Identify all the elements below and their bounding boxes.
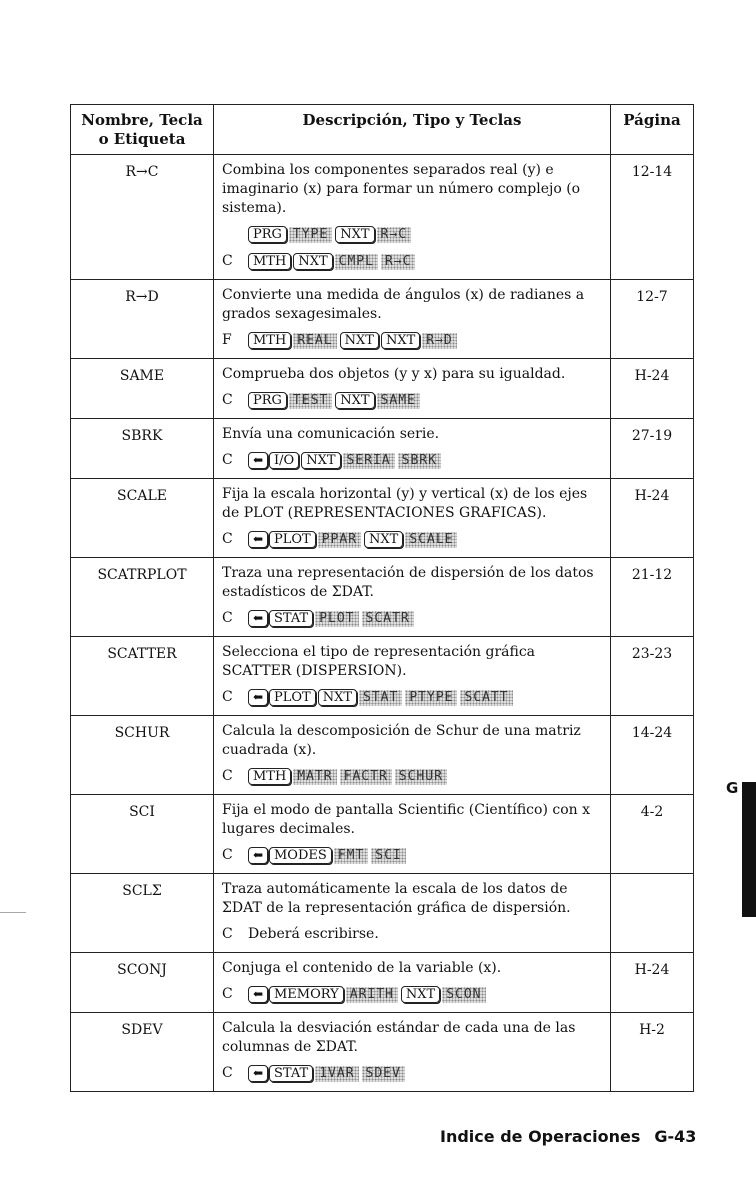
footer-page-number: G-43 bbox=[654, 1127, 697, 1146]
calculator-key: STAT bbox=[269, 610, 313, 627]
left-shift-key-icon: ⬅ bbox=[248, 531, 268, 548]
operation-type: C bbox=[222, 926, 233, 942]
operation-description-cell bbox=[214, 1013, 611, 1092]
operation-description: Calcula la desviación estándar de cada una de las columnas de ΣDAT. bbox=[222, 1020, 576, 1055]
table-row bbox=[71, 637, 694, 716]
calculator-key: STAT bbox=[269, 1065, 313, 1082]
operation-name: SCONJ bbox=[71, 953, 214, 1013]
table-header-row bbox=[71, 105, 694, 155]
menu-softkey: REAL bbox=[293, 333, 336, 349]
keystroke-line bbox=[222, 607, 602, 629]
table-row bbox=[71, 716, 694, 795]
page-reference: H-24 bbox=[611, 359, 694, 419]
calculator-key: MTH bbox=[248, 768, 291, 785]
page-reference: 23-23 bbox=[611, 637, 694, 716]
operation-description-cell bbox=[214, 558, 611, 637]
section-tab-letter: G bbox=[726, 779, 739, 797]
operation-name: SCATRPLOT bbox=[71, 558, 214, 637]
left-shift-key-icon: ⬅ bbox=[248, 610, 268, 627]
page-reference: 4-2 bbox=[611, 795, 694, 874]
operation-name: R→C bbox=[71, 155, 214, 280]
menu-softkey: R→D bbox=[422, 333, 456, 349]
operation-description: Envía una comunicación serie. bbox=[222, 426, 440, 442]
calculator-key: NXT bbox=[401, 986, 440, 1003]
page-footer bbox=[440, 1127, 696, 1146]
operation-description-cell bbox=[214, 953, 611, 1013]
operation-type: C bbox=[222, 531, 233, 547]
calculator-key: MODES bbox=[269, 847, 332, 864]
operation-type: C bbox=[222, 610, 233, 626]
table-row bbox=[71, 1013, 694, 1092]
calculator-key: PRG bbox=[248, 392, 287, 409]
header-description: Descripción, Tipo y Teclas bbox=[214, 105, 611, 155]
operation-description: Conjuga el contenido de la variable (x). bbox=[222, 960, 502, 976]
operations-table bbox=[70, 104, 694, 1092]
operation-name: SAME bbox=[71, 359, 214, 419]
calculator-key: NXT bbox=[364, 531, 403, 548]
operation-description-cell bbox=[214, 795, 611, 874]
menu-softkey: SBRK bbox=[398, 453, 441, 469]
calculator-key: I/O bbox=[269, 452, 299, 469]
table-row bbox=[71, 280, 694, 359]
menu-softkey: STAT bbox=[359, 690, 402, 706]
table-row bbox=[71, 419, 694, 479]
operation-description-cell bbox=[214, 479, 611, 558]
operation-description: Convierte una medida de ángulos (x) de radianes a grados sexagesimales. bbox=[222, 287, 585, 322]
calculator-key: PLOT bbox=[269, 689, 316, 706]
left-shift-key-icon: ⬅ bbox=[248, 1065, 268, 1082]
menu-softkey: SERIA bbox=[343, 453, 395, 469]
menu-softkey: SDEV bbox=[362, 1066, 405, 1082]
keystroke-line bbox=[222, 389, 602, 411]
operation-name: SBRK bbox=[71, 419, 214, 479]
operation-type: C bbox=[222, 392, 233, 408]
menu-softkey: SCI bbox=[371, 848, 405, 864]
operation-description-cell bbox=[214, 359, 611, 419]
left-shift-key-icon: ⬅ bbox=[248, 986, 268, 1003]
calculator-key: NXT bbox=[340, 332, 379, 349]
page-reference: 27-19 bbox=[611, 419, 694, 479]
keystroke-line bbox=[222, 923, 602, 945]
table-row bbox=[71, 359, 694, 419]
operation-type: C bbox=[222, 253, 233, 269]
menu-softkey: PLOT bbox=[315, 611, 358, 627]
left-shift-key-icon: ⬅ bbox=[248, 847, 268, 864]
operation-description-cell bbox=[214, 716, 611, 795]
menu-softkey: PPAR bbox=[318, 532, 361, 548]
keystroke-note: Deberá escribirse. bbox=[248, 926, 379, 942]
calculator-key: NXT bbox=[335, 392, 374, 409]
keystroke-line bbox=[222, 528, 602, 550]
keystroke-line bbox=[222, 844, 602, 866]
keystroke-line bbox=[222, 329, 602, 351]
calculator-key: NXT bbox=[301, 452, 340, 469]
menu-softkey: SCATT bbox=[460, 690, 512, 706]
calculator-key: PLOT bbox=[269, 531, 316, 548]
menu-softkey: MATR bbox=[293, 769, 336, 785]
menu-softkey: SAME bbox=[377, 393, 420, 409]
operation-description-cell bbox=[214, 419, 611, 479]
table-row bbox=[71, 953, 694, 1013]
header-name-line1: Nombre, Tecla bbox=[81, 111, 203, 129]
operation-description-cell bbox=[214, 874, 611, 953]
page-reference: 12-7 bbox=[611, 280, 694, 359]
operation-description-cell bbox=[214, 280, 611, 359]
table-body bbox=[71, 155, 694, 1092]
operation-description: Traza una representación de dispersión de los datos estadísticos de ΣDAT. bbox=[222, 565, 594, 600]
keystroke-line bbox=[222, 223, 602, 245]
menu-softkey: CMPL bbox=[335, 254, 378, 270]
menu-softkey: R→C bbox=[377, 227, 411, 243]
left-shift-key-icon: ⬅ bbox=[248, 452, 268, 469]
page-reference: 12-14 bbox=[611, 155, 694, 280]
table-row bbox=[71, 558, 694, 637]
operation-name: SCATTER bbox=[71, 637, 214, 716]
menu-softkey: TYPE bbox=[289, 227, 332, 243]
header-page: Página bbox=[611, 105, 694, 155]
operation-description: Fija el modo de pantalla Scientific (Científico) con x lugares decimales. bbox=[222, 802, 590, 837]
operation-type: C bbox=[222, 768, 233, 784]
page-reference: H-24 bbox=[611, 953, 694, 1013]
operation-description: Fija la escala horizontal (y) y vertical (x) de los ejes de PLOT (REPRESENTACIONES GRAFICAS). bbox=[222, 486, 588, 521]
keystroke-line bbox=[222, 250, 602, 272]
operation-name: SCALE bbox=[71, 479, 214, 558]
margin-mark bbox=[0, 912, 26, 913]
operation-description-cell bbox=[214, 637, 611, 716]
calculator-key: MTH bbox=[248, 332, 291, 349]
operation-type: C bbox=[222, 689, 233, 705]
operation-description: Traza automáticamente la escala de los datos de ΣDAT de la representación gráfica de dispersión. bbox=[222, 881, 571, 916]
calculator-key: NXT bbox=[381, 332, 420, 349]
page-reference: H-2 bbox=[611, 1013, 694, 1092]
calculator-key: NXT bbox=[318, 689, 357, 706]
operation-name: SCLΣ bbox=[71, 874, 214, 953]
menu-softkey: TEST bbox=[289, 393, 332, 409]
operation-name: SCI bbox=[71, 795, 214, 874]
operation-description: Combina los componentes separados real (y) e imaginario (x) para formar un número complejo (o sistema). bbox=[222, 162, 581, 216]
menu-softkey: SCATR bbox=[362, 611, 414, 627]
operation-name: SDEV bbox=[71, 1013, 214, 1092]
keystroke-line bbox=[222, 686, 602, 708]
page-reference: H-24 bbox=[611, 479, 694, 558]
menu-softkey: FACTR bbox=[340, 769, 392, 785]
menu-softkey: FMT bbox=[334, 848, 368, 864]
page-reference: 14-24 bbox=[611, 716, 694, 795]
calculator-key: NXT bbox=[293, 253, 332, 270]
operation-type: F bbox=[222, 332, 232, 348]
keystroke-line bbox=[222, 765, 602, 787]
footer-section-title: Indice de Operaciones bbox=[440, 1127, 641, 1146]
menu-softkey: 1VAR bbox=[315, 1066, 358, 1082]
calculator-key: MEMORY bbox=[269, 986, 344, 1003]
menu-softkey: SCON bbox=[442, 987, 485, 1003]
calculator-key: MTH bbox=[248, 253, 291, 270]
menu-softkey: SCHUR bbox=[395, 769, 447, 785]
menu-softkey: R→C bbox=[381, 254, 415, 270]
keystroke-line bbox=[222, 449, 602, 471]
table-row bbox=[71, 874, 694, 953]
keystroke-line bbox=[222, 983, 602, 1005]
operation-description-cell bbox=[214, 155, 611, 280]
table-row bbox=[71, 795, 694, 874]
menu-softkey: ARITH bbox=[346, 987, 398, 1003]
page-reference bbox=[611, 874, 694, 953]
page-reference: 21-12 bbox=[611, 558, 694, 637]
header-name bbox=[71, 105, 214, 155]
left-shift-key-icon: ⬅ bbox=[248, 689, 268, 706]
calculator-key: NXT bbox=[335, 226, 374, 243]
header-name-line2: o Etiqueta bbox=[98, 130, 186, 148]
menu-softkey: SCALE bbox=[405, 532, 457, 548]
calculator-key: PRG bbox=[248, 226, 287, 243]
operation-type: C bbox=[222, 452, 233, 468]
operation-type: C bbox=[222, 986, 233, 1002]
menu-softkey: PTYPE bbox=[405, 690, 457, 706]
table-row bbox=[71, 479, 694, 558]
keystroke-line bbox=[222, 1062, 602, 1084]
operation-description: Calcula la descomposición de Schur de una matriz cuadrada (x). bbox=[222, 723, 581, 758]
section-tab-bar bbox=[742, 782, 756, 917]
operation-type: C bbox=[222, 1065, 233, 1081]
table-row bbox=[71, 155, 694, 280]
operation-description: Selecciona el tipo de representación gráfica SCATTER (DISPERSION). bbox=[222, 644, 536, 679]
operation-type: C bbox=[222, 847, 233, 863]
operation-name: R→D bbox=[71, 280, 214, 359]
operation-name: SCHUR bbox=[71, 716, 214, 795]
operation-description: Comprueba dos objetos (y y x) para su igualdad. bbox=[222, 366, 566, 382]
